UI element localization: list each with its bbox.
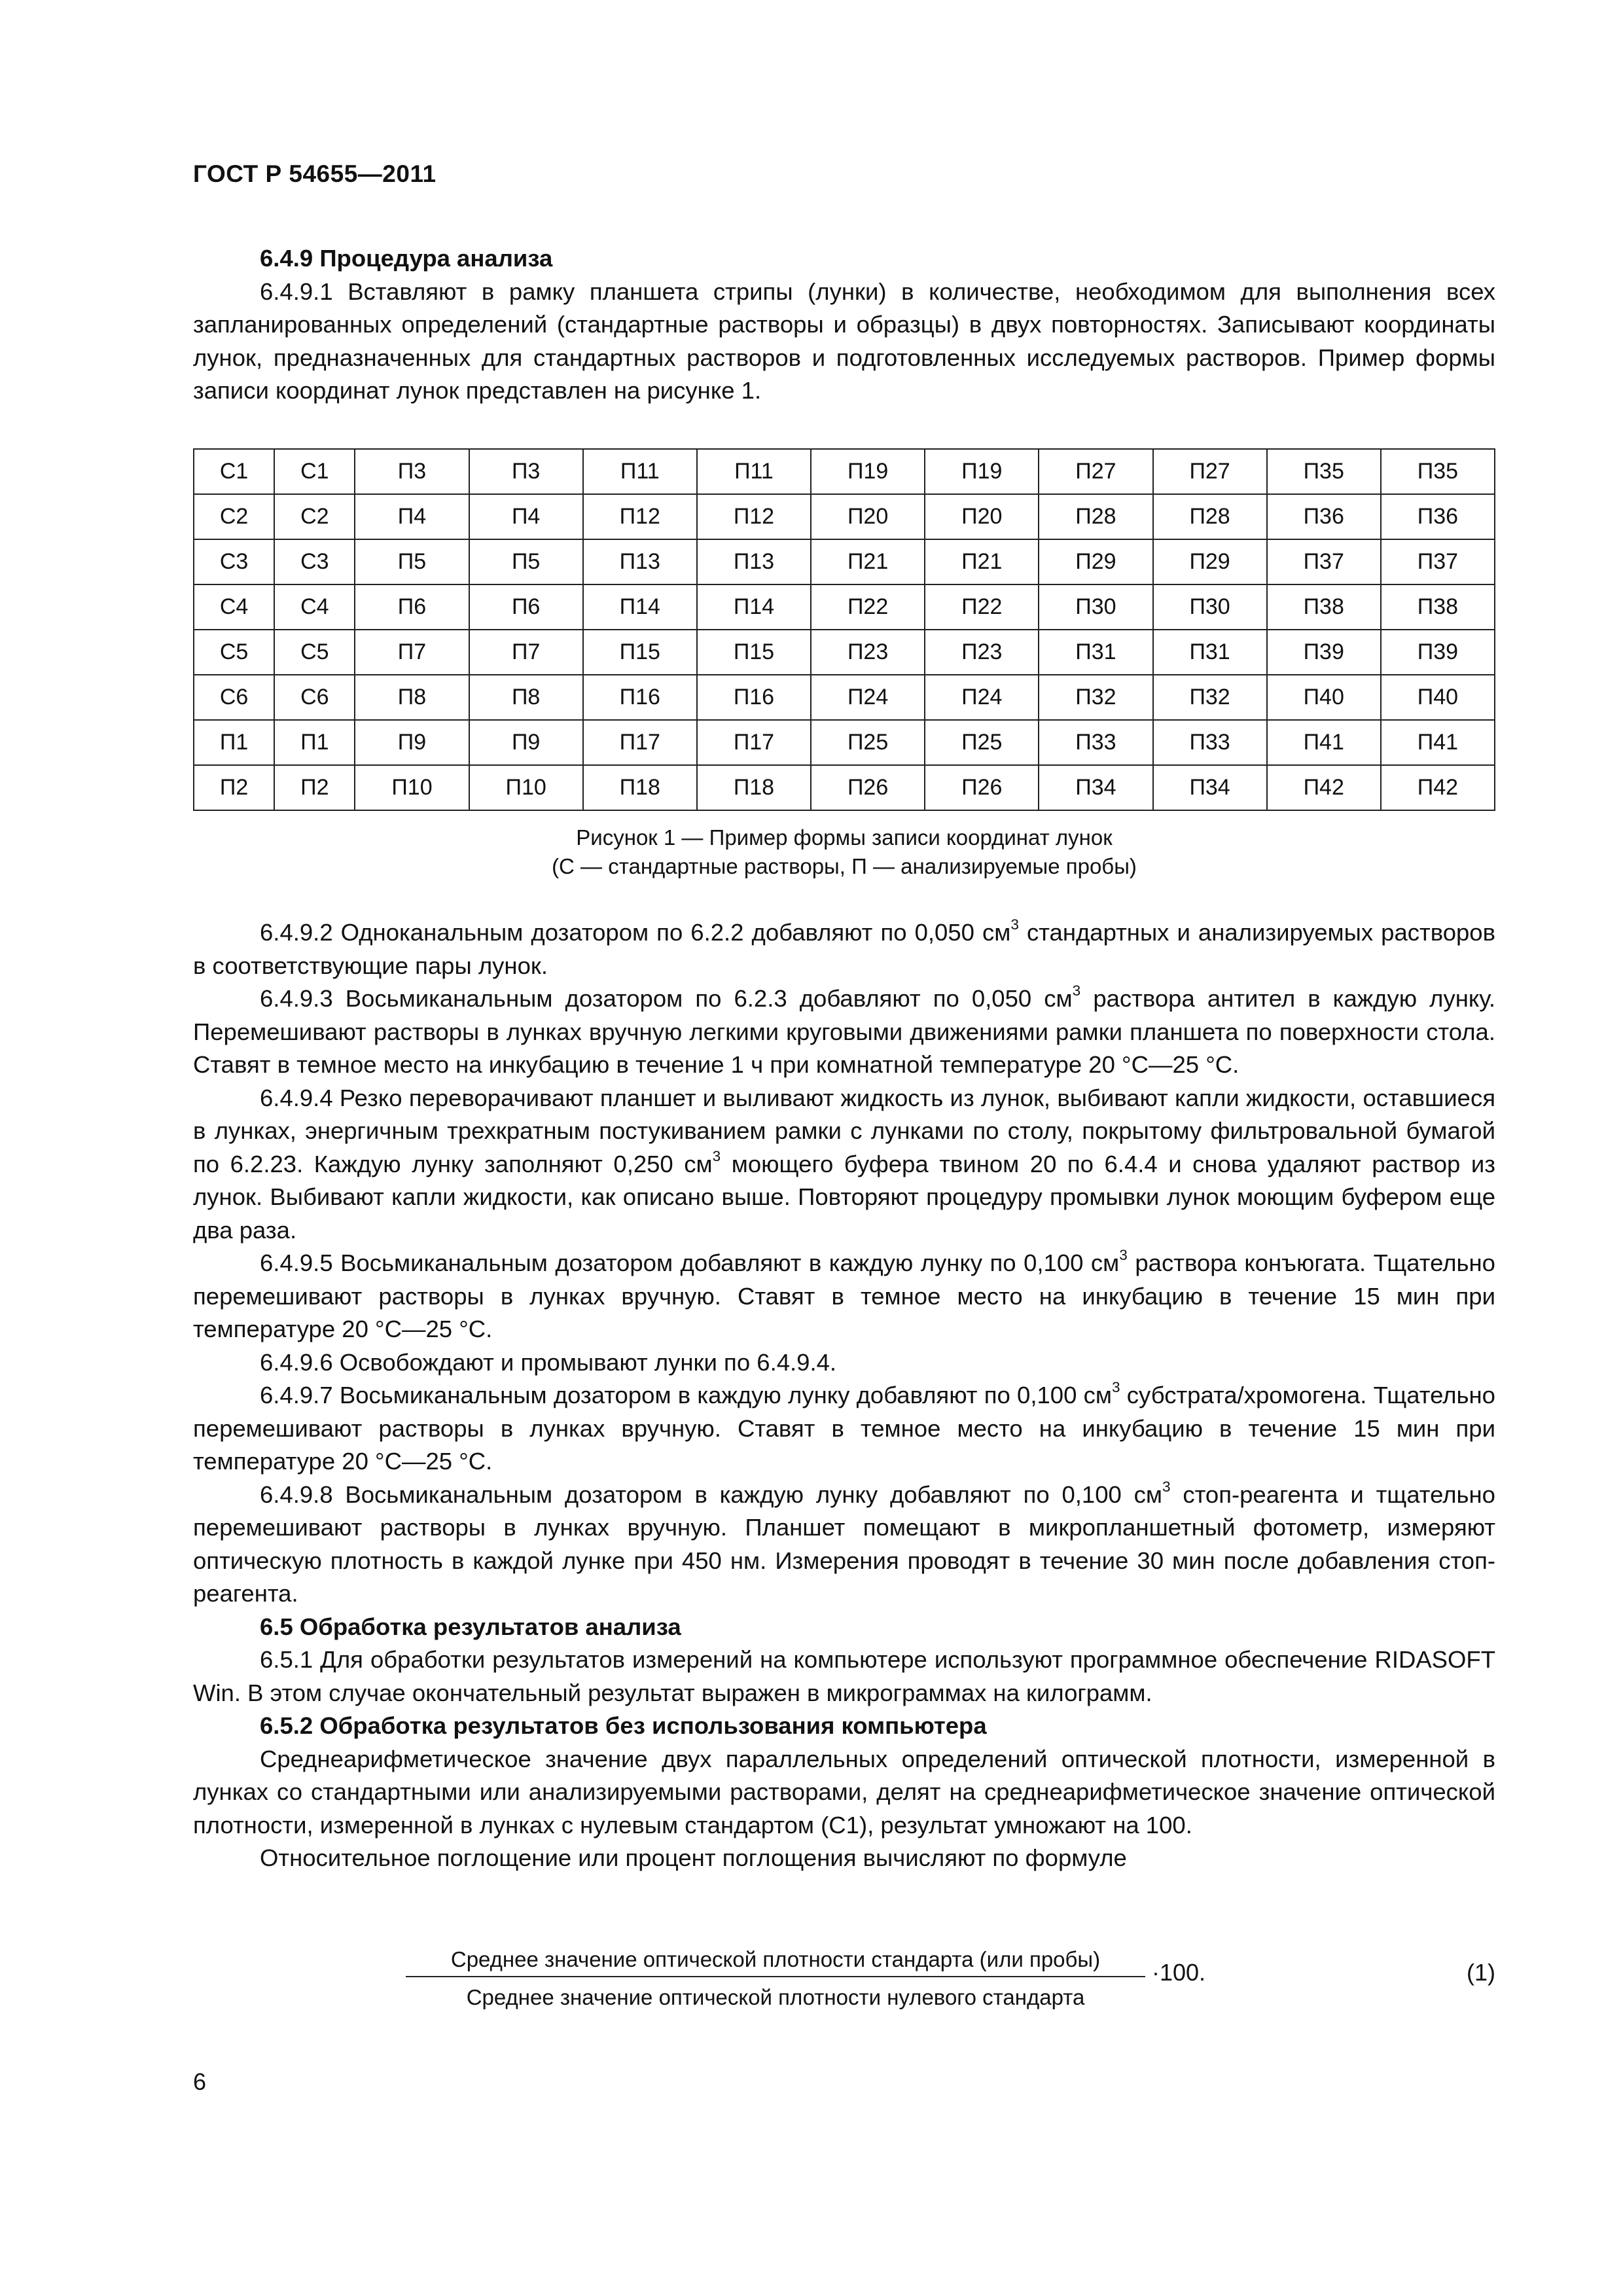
table-row: [194, 494, 1495, 539]
table-cell: П33: [1153, 720, 1267, 765]
paragraph-6-4-9-2: [193, 916, 1495, 982]
table-cell: П21: [811, 539, 925, 584]
table-cell: П40: [1381, 675, 1495, 720]
table-cell: П11: [697, 449, 811, 494]
formula-number: (1): [1467, 1959, 1495, 1986]
document-header: ГОСТ Р 54655—2011: [193, 160, 437, 187]
superscript: 3: [712, 1147, 721, 1164]
paragraph-6-4-9-6: 6.4.9.6 Освобождают и промывают лунки по 6.4.9.4.: [260, 1348, 837, 1376]
table-cell: П30: [1153, 584, 1267, 630]
table-cell: П30: [1039, 584, 1152, 630]
text-span: раствора конъюгата. Тщательно перемешивают растворы в лунках вручную. Ставят в темное место на инкубацию в течение 15 мин при температуре 20 °С—25 °С.: [193, 1249, 1495, 1342]
table-cell: П13: [583, 539, 697, 584]
table-cell: П31: [1153, 630, 1267, 675]
formula-denominator: Среднее значение оптической плотности нулевого стандарта: [466, 1985, 1085, 2009]
table-cell: П27: [1153, 449, 1267, 494]
table-cell: П10: [469, 765, 583, 810]
table-cell: П12: [697, 494, 811, 539]
superscript: 3: [1119, 1247, 1128, 1264]
table-cell: П20: [925, 494, 1039, 539]
table-cell: П24: [811, 675, 925, 720]
paragraph-6-5-1: 6.5.1 Для обработки результатов измерений на компьютере используют программное обеспечение RIDASOFT Win. В этом случае окончательный результат выражен в микрограммах на килограмм.: [193, 1646, 1495, 1706]
superscript: 3: [1010, 916, 1019, 933]
table-cell: П23: [925, 630, 1039, 675]
superscript: 3: [1162, 1478, 1171, 1495]
text-span: моющего буфера твином 20 по 6.4.4 и снова удаляют раствор из лунок. Выбивают капли жидкости, как описано выше. Повторяют процедуру промывки лунок моющим буфером еще два раза.: [193, 1150, 1495, 1244]
table-cell: П28: [1153, 494, 1267, 539]
table-cell: П19: [925, 449, 1039, 494]
table-cell: П23: [811, 630, 925, 675]
table-cell: С1: [274, 449, 355, 494]
formula-multiplier: ·100.: [1152, 1959, 1206, 1986]
table-cell: П2: [194, 765, 274, 810]
table-row: [194, 539, 1495, 584]
table-cell: С4: [194, 584, 274, 630]
superscript: 3: [1111, 1379, 1120, 1396]
table-cell: П3: [355, 449, 469, 494]
paragraph-6-4-9-1: 6.4.9.1 Вставляют в рамку планшета стрипы (лунки) в количестве, необходимом для выполнения всех запланированных определений (стандартные растворы и образцы) в двух повторностях. Записывают координаты лунок, предназначенных для стандартных растворов и подготовленных исследуемых растворов. Пример формы записи координат лунок представлен на рисунке 1.: [193, 278, 1495, 404]
table-cell: П37: [1381, 539, 1495, 584]
table-cell: П39: [1267, 630, 1381, 675]
table-cell: П40: [1267, 675, 1381, 720]
text-span: стоп-реагента и тщательно перемешивают растворы в лунках вручную. Планшет помещают в микропланшетный фотометр, измеряют оптическую плотность в каждой лунке при 450 нм. Измерения проводят в течение 30 мин после добавления стоп-реагента.: [193, 1480, 1495, 1607]
table-cell: П26: [811, 765, 925, 810]
table-cell: П38: [1267, 584, 1381, 630]
table-row: [194, 449, 1495, 494]
formula-fraction: [406, 1947, 1145, 2010]
table-row: [194, 630, 1495, 675]
table-cell: П22: [925, 584, 1039, 630]
table-cell: П18: [583, 765, 697, 810]
paragraph-6-4-9-3: [193, 982, 1495, 1082]
table-cell: П42: [1267, 765, 1381, 810]
table-cell: П3: [469, 449, 583, 494]
table-cell: С5: [274, 630, 355, 675]
table-cell: П16: [697, 675, 811, 720]
table-row: [194, 720, 1495, 765]
table-cell: П4: [469, 494, 583, 539]
table-cell: П32: [1039, 675, 1152, 720]
table-cell: П21: [925, 539, 1039, 584]
table-cell: С2: [194, 494, 274, 539]
table-cell: С3: [274, 539, 355, 584]
table-cell: П4: [355, 494, 469, 539]
table-row: [194, 765, 1495, 810]
table-cell: П9: [355, 720, 469, 765]
formula-1: [406, 1947, 1495, 2019]
table-cell: С2: [274, 494, 355, 539]
formula-numerator: Среднее значение оптической плотности стандарта (или пробы): [406, 1947, 1145, 1977]
table-cell: П29: [1153, 539, 1267, 584]
section-heading-6-5: 6.5 Обработка результатов анализа: [260, 1613, 681, 1640]
table-cell: П28: [1039, 494, 1152, 539]
table-cell: П9: [469, 720, 583, 765]
table-cell: П17: [697, 720, 811, 765]
table-cell: П2: [274, 765, 355, 810]
table-row: [194, 584, 1495, 630]
well-coordinates-table: [193, 448, 1495, 811]
text-span: 6.4.9.7 Восьмиканальным дозатором в каждую лунку добавляют по 0,100 см: [260, 1382, 1112, 1408]
table-cell: С3: [194, 539, 274, 584]
table-cell: П14: [697, 584, 811, 630]
table-cell: С4: [274, 584, 355, 630]
table-cell: П20: [811, 494, 925, 539]
procedure-paragraphs: [193, 916, 1495, 1875]
text-span: 6.4.9.5 Восьмиканальным дозатором добавляют в каждую лунку по 0,100 см: [260, 1249, 1120, 1276]
table-cell: П25: [925, 720, 1039, 765]
text-span: субстрата/хромогена. Тщательно перемешивают растворы в лунках вручную. Ставят в темное место на инкубацию в течение 15 мин при температуре 20 °С—25 °С.: [193, 1382, 1495, 1475]
table-cell: П7: [469, 630, 583, 675]
table-cell: П42: [1381, 765, 1495, 810]
table-cell: П12: [583, 494, 697, 539]
table-cell: П33: [1039, 720, 1152, 765]
text-span: стандартных и анализируемых растворов в соответствующие пары лунок.: [193, 919, 1495, 979]
table-cell: П15: [583, 630, 697, 675]
figure-caption-legend: (С — стандартные растворы, П — анализируемые пробы): [552, 854, 1137, 878]
table-cell: П7: [355, 630, 469, 675]
table-cell: П41: [1267, 720, 1381, 765]
table-cell: П16: [583, 675, 697, 720]
table-cell: П11: [583, 449, 697, 494]
table-cell: П39: [1381, 630, 1495, 675]
well-coordinates-table-body: [194, 449, 1495, 810]
paragraph-6-4-9-5: [193, 1247, 1495, 1346]
table-cell: С6: [274, 675, 355, 720]
paragraph-6-5-2-text: Среднеарифметическое значение двух параллельных определений оптической плотности, измеренной в лунках со стандартными или анализируемыми растворами, делят на среднеарифметическое значение оптической плотности, измеренной в лунках с нулевым стандартом (С1), результат умножают на 100.: [193, 1745, 1495, 1839]
table-cell: П25: [811, 720, 925, 765]
table-cell: П29: [1039, 539, 1152, 584]
table-cell: П5: [469, 539, 583, 584]
table-cell: П37: [1267, 539, 1381, 584]
table-cell: П19: [811, 449, 925, 494]
table-cell: П14: [583, 584, 697, 630]
table-cell: П6: [355, 584, 469, 630]
table-cell: П13: [697, 539, 811, 584]
table-cell: П27: [1039, 449, 1152, 494]
table-cell: П34: [1153, 765, 1267, 810]
table-cell: С5: [194, 630, 274, 675]
table-cell: П17: [583, 720, 697, 765]
superscript: 3: [1072, 982, 1081, 999]
table-cell: П38: [1381, 584, 1495, 630]
paragraph-formula-intro: Относительное поглощение или процент поглощения вычисляют по формуле: [260, 1844, 1127, 1871]
paragraph-6-4-9-4: [193, 1082, 1495, 1247]
page-number: 6: [193, 2068, 207, 2095]
section-6-4-9: [193, 242, 1495, 408]
table-cell: П8: [355, 675, 469, 720]
table-cell: П32: [1153, 675, 1267, 720]
table-cell: С1: [194, 449, 274, 494]
table-cell: П35: [1267, 449, 1381, 494]
text-span: 6.4.9.8 Восьмиканальным дозатором в каждую лунку добавляют по 0,100 см: [260, 1480, 1162, 1508]
table-cell: С6: [194, 675, 274, 720]
table-cell: П6: [469, 584, 583, 630]
table-cell: П41: [1381, 720, 1495, 765]
table-cell: П31: [1039, 630, 1152, 675]
text-span: 6.4.9.2 Одноканальным дозатором по 6.2.2 добавляют по 0,050 см: [260, 919, 1011, 946]
figure-caption-title: Рисунок 1 — Пример формы записи координат лунок: [576, 825, 1113, 850]
table-cell: П10: [355, 765, 469, 810]
table-cell: П36: [1267, 494, 1381, 539]
table-cell: П34: [1039, 765, 1152, 810]
text-span: 6.4.9.4 Резко переворачивают планшет и выливают жидкость из лунок, выбивают капли жидкости, оставшиеся в лунках, энергичным трехкратным постукиванием рамки с лунками по столу, покрытому фильтровальной бумагой по 6.2.23. Каждую лунку заполняют 0,250 см: [193, 1084, 1495, 1177]
text-span: раствора антител в каждую лунку. Перемешивают растворы в лунках вручную легкими круговыми движениями рамки планшета по поверхности стола. Ставят в темное место на инкубацию в течение 1 ч при комнатной температуре 20 °С—25 °С.: [193, 985, 1495, 1078]
paragraph-6-4-9-8: [193, 1479, 1495, 1611]
table-row: [194, 675, 1495, 720]
table-cell: П35: [1381, 449, 1495, 494]
table-cell: П1: [194, 720, 274, 765]
table-cell: П36: [1381, 494, 1495, 539]
table-cell: П5: [355, 539, 469, 584]
table-cell: П18: [697, 765, 811, 810]
table-cell: П26: [925, 765, 1039, 810]
table-cell: П22: [811, 584, 925, 630]
table-cell: П1: [274, 720, 355, 765]
text-span: 6.4.9.3 Восьмиканальным дозатором по 6.2.3 добавляют по 0,050 см: [260, 985, 1073, 1012]
table-cell: П24: [925, 675, 1039, 720]
section-heading-6-4-9: 6.4.9 Процедура анализа: [260, 245, 553, 272]
paragraph-6-4-9-7: [193, 1379, 1495, 1479]
figure-caption: [193, 823, 1495, 881]
section-heading-6-5-2: 6.5.2 Обработка результатов без использования компьютера: [260, 1712, 987, 1739]
table-cell: П15: [697, 630, 811, 675]
table-cell: П8: [469, 675, 583, 720]
